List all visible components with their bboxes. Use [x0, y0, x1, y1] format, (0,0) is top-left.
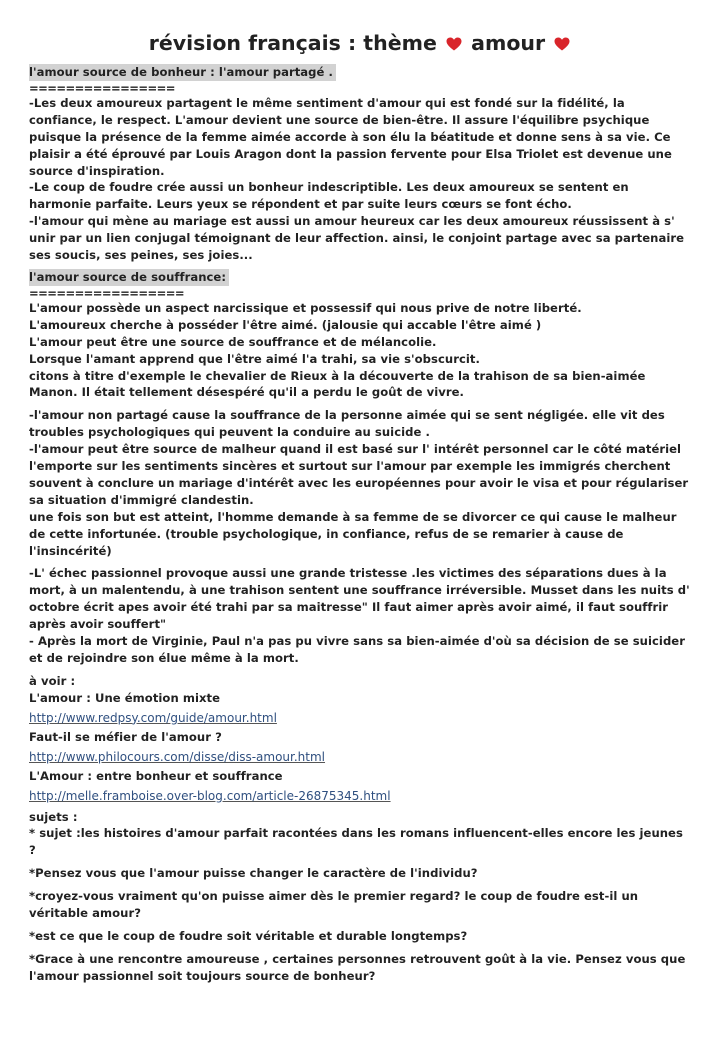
paragraph: -l'amour non partagé cause la souffrance de la personne aimée qui se sent négligée. elle vit des troubles psychologiques qui peuvent la conduire au suicide . — [29, 408, 665, 440]
paragraph: -l'amour peut être source de malheur quand il est basé sur l' intérêt personnel car le côté matériel l'emporte sur les sentiments sincères et surtout sur l'amour par exemple les immigrés cherchent souvent à conclure un mariage d'intérêt avec les européennes pour avoir le visa et pour régulariser sa situation d'immigré clandestin. — [29, 442, 689, 507]
section-heading: l'amour source de souffrance: — [29, 269, 692, 286]
subject-item: *Pensez vous que l'amour puisse changer le caractère de l'individu? — [29, 866, 478, 881]
paragraph: une fois son but est atteint, l'homme demande à sa femme de se divorcer ce qui cause le malheur de cette infortunée. (trouble psychologique, in confiance, refus de se remarier à cause de l'insincérité) — [29, 509, 677, 558]
paragraph: -L' échec passionnel provoque aussi une grande tristesse .les victimes des séparations dues à la mort, à un malentendu, à une trahison sentent une souffrance irréversible. Musset dans les nuits d' octobre écrit apes avoir été trahi par sa maitresse" Il faut aimer après avoir aimé, il faut souffrir après avoir souffert" — [29, 566, 690, 632]
resource-title: Faut-il se méfier de l'amour ? — [29, 729, 222, 744]
heart-icon — [446, 37, 462, 51]
separator: ================ — [29, 80, 175, 95]
paragraph-line: L'amoureux cherche à posséder l'être aimé. (jalousie qui accable l'être aimé ) — [29, 317, 542, 332]
paragraph: -l'amour qui mène au mariage est aussi un amour heureux car les deux amoureux réussissent à s' unir par un lien conjugal témoignant de leur affection. ainsi, le conjoint partage avec sa partenaire ses soucis, ses peines, ses joies... — [29, 214, 685, 263]
resources-label: à voir : — [29, 673, 76, 688]
paragraph: -Le coup de foudre crée aussi un bonheur indescriptible. Les deux amoureux se sentent en harmonie parfaite. Leurs yeux se répondent et par suite leurs cœurs se font écho. — [29, 180, 629, 212]
title-text-before: révision français : thème — [148, 31, 437, 55]
paragraph-line: Lorsque l'amant apprend que l'être aimé l'a trahi, sa vie s'obscurcit. — [29, 351, 480, 366]
subject-item: *Grace à une rencontre amoureuse , certaines personnes retrouvent goût à la vie. Pensez vous que l'amour passionnel soit toujours source de bonheur? — [29, 951, 686, 983]
section-heading: l'amour source de bonheur : l'amour partagé . — [29, 64, 692, 81]
paragraph: - Après la mort de Virginie, Paul n'a pas pu vivre sans sa bien-aimée d'où sa décision de se suicider et de rejoindre son élue même à la mort. — [29, 634, 685, 665]
resource-title: L'Amour : entre bonheur et souffrance — [29, 768, 283, 783]
page-title — [29, 30, 692, 56]
subject-item: * sujet :les histoires d'amour parfait racontées dans les romans influencent-elles encore les jeunes ? — [29, 826, 683, 858]
subject-item: *est ce que le coup de foudre soit véritable et durable longtemps? — [29, 928, 468, 943]
paragraph-line: citons à titre d'exemple le chevalier de Rieux à la découverte de la trahison de sa bien-aimée Manon. Il était tellement désespéré qu'il a perdu le goût de vivre. — [29, 368, 646, 400]
resource-link[interactable]: http://melle.framboise.over-blog.com/article-26875345.html — [29, 788, 391, 803]
resource-title: L'amour : Une émotion mixte — [29, 690, 221, 705]
paragraph-line: L'amour possède un aspect narcissique et possessif qui nous prive de notre liberté. — [29, 300, 582, 315]
resource-link[interactable]: http://www.philocours.com/disse/diss-amour.html — [29, 749, 326, 764]
paragraph-line: L'amour peut être une source de souffrance et de mélancolie. — [29, 334, 437, 349]
subject-item: *croyez-vous vraiment qu'on puisse aimer dès le premier regard? le coup de foudre est-il un véritable amour? — [29, 889, 639, 921]
heart-icon — [554, 37, 570, 51]
title-text-after: amour — [471, 31, 546, 55]
resource-link[interactable]: http://www.redpsy.com/guide/amour.html — [29, 710, 277, 725]
paragraph: -Les deux amoureux partagent le même sentiment d'amour qui est fondé sur la fidélité, la confiance, le respect. L'amour devient une source de bien-être. Il assure l'équilibre psychique puisque la présence de la femme aimée accorde à son élu la béatitude et donne sens à sa vie. Ce plaisir a été éprouvé par Louis Aragon dont la passion fervente pour Elsa Triolet est devenue une source d'inspiration. — [29, 95, 672, 178]
separator: ================= — [29, 285, 184, 300]
subjects-label: sujets : — [29, 809, 78, 824]
